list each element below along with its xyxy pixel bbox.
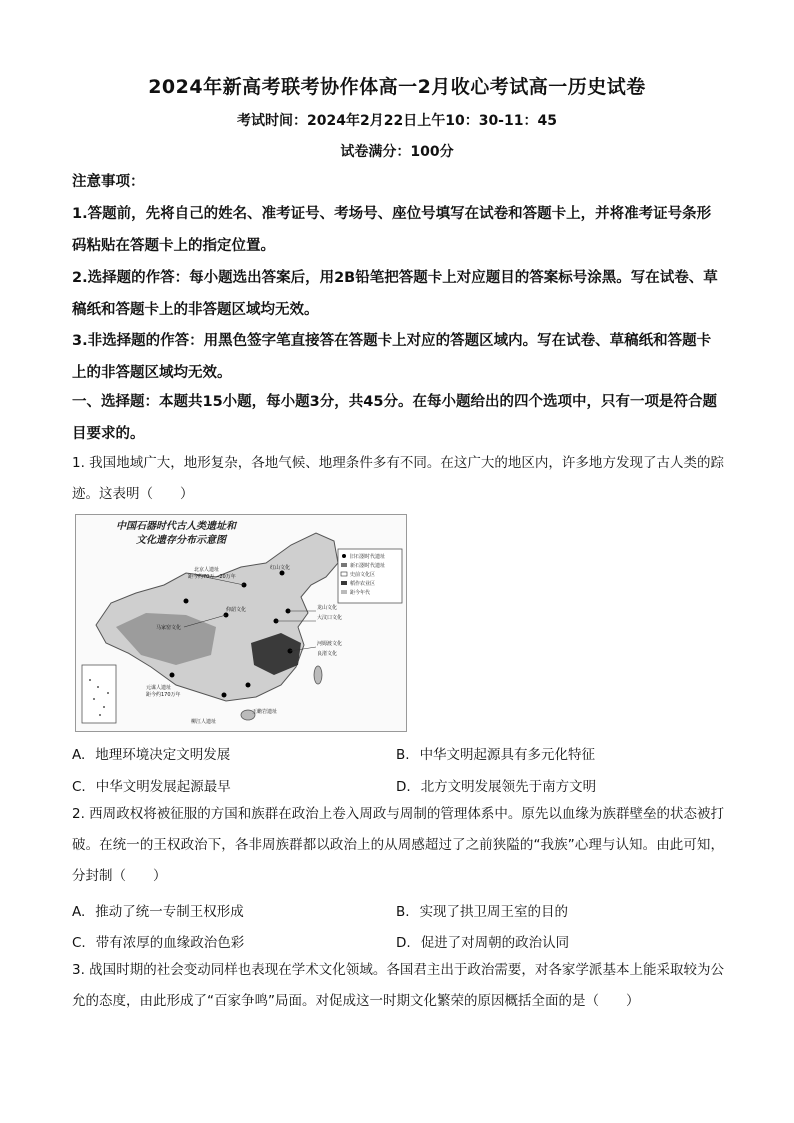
site-label-beijing: 北京人遗址 [194, 567, 220, 573]
question-1-stem: 1. 我国地域广大，地形复杂，各地气候、地理条件多有不同。在这广大的地区内，许多地方发现了古人类的踪迹。这表明（ ） [72, 455, 724, 502]
section-heading: 一、选择题：本题共15小题，每小题3分，共45分。在每小题给出的四个选项中，只有一项是符合题目要求的。 [72, 394, 717, 442]
taiwan-island [314, 666, 322, 684]
site-label-yuanmou-date: 距今约170万年 [146, 692, 181, 698]
question-2-stem: 2. 西周政权将被征服的方国和族群在政治上卷入周政与周制的管理体系中。原先以血缘为族群壁垒的状态被打破。在统一的王权政治下，各非周族群都以政治上的从周感超过了之前狭隘的“我族”心理与认知。由此可知，分封制（ ） [72, 806, 724, 884]
q1-option-c[interactable]: C. 中华文明发展起源最早 [72, 779, 231, 795]
site-label-liujiang: 柳江人遗址 [191, 719, 217, 725]
q2-option-a[interactable]: A. 推动了统一专制王权形成 [72, 904, 244, 920]
site-label-yuchanyan: 玉蟾岩遗址 [252, 709, 278, 715]
site-label-liangzhu: 良渚文化 [317, 651, 338, 657]
exam-time: 考试时间：2024年2月22日上午10：30-11：45 [237, 113, 557, 129]
prehistoric-sites-map [75, 514, 407, 732]
full-score: 试卷满分：100分 [340, 144, 454, 160]
south-sea-inset [82, 665, 116, 723]
map-title-line2: 文化遗存分布示意图 [136, 535, 226, 546]
legend-entry-5: 距今年代 [350, 590, 371, 596]
site-label-hemudu: 河姆渡文化 [317, 641, 343, 647]
legend-entry-1: 旧石器时代遗址 [350, 554, 386, 560]
notice-item-2: 2.选择题的作答：每小题选出答案后，用2B铅笔把答题卡上对应题目的答案标号涂黑。写在试卷、草稿纸和答题卡上的非答题区域均无效。 [72, 270, 718, 318]
question-3-stem: 3. 战国时期的社会变动同样也表现在学术文化领域。各国君主出于政治需要，对各家学派基本上能采取较为公允的态度，由此形成了“百家争鸣”局面。对促成这一时期文化繁荣的原因概括全面的是（ ） [72, 962, 724, 1009]
site-label-longshan: 龙山文化 [317, 605, 338, 611]
q1-option-d[interactable]: D. 北方文明发展领先于南方文明 [396, 779, 597, 795]
site-label-yangshao: 仰韶文化 [226, 607, 247, 613]
exam-title: 2024年新高考联考协作体高一2月收心考试高一历史试卷 [148, 76, 646, 98]
q2-option-d[interactable]: D. 促进了对周朝的政治认同 [396, 935, 570, 951]
site-label-majiayao: 马家窑文化 [156, 625, 182, 631]
legend-entry-3: 史前文化区 [350, 572, 376, 578]
q1-option-b[interactable]: B. 中华文明起源具有多元化特征 [396, 747, 596, 763]
notice-heading: 注意事项： [72, 174, 145, 190]
site-label-dawenkou: 大汶口文化 [317, 615, 343, 621]
notice-item-1: 1.答题前，先将自己的姓名、准考证号、考场号、座位号填写在试卷和答题卡上，并将准考证号条形码粘贴在答题卡上的指定位置。 [72, 206, 712, 254]
legend-entry-4: 稻作农业区 [350, 581, 376, 587]
map-title-line1: 中国石器时代古人类遗址和 [116, 521, 236, 532]
notice-item-3: 3.非选择题的作答：用黑色签字笔直接答在答题卡上对应的答题区域内。写在试卷、草稿纸和答题卡上的非答题区域均无效。 [72, 333, 712, 381]
site-label-beijing-date: 距今约70万—20万年 [188, 574, 236, 580]
legend-entry-2: 新石器时代遗址 [350, 563, 386, 569]
site-label-hongshan: 红山文化 [270, 565, 291, 571]
q2-option-b[interactable]: B. 实现了拱卫周王室的目的 [396, 904, 569, 920]
q2-option-c[interactable]: C. 带有浓厚的血缘政治色彩 [72, 935, 245, 951]
site-label-yuanmou: 元谋人遗址 [146, 685, 172, 691]
china-landmass [96, 533, 338, 701]
q1-option-a[interactable]: A. 地理环境决定文明发展 [72, 747, 231, 763]
